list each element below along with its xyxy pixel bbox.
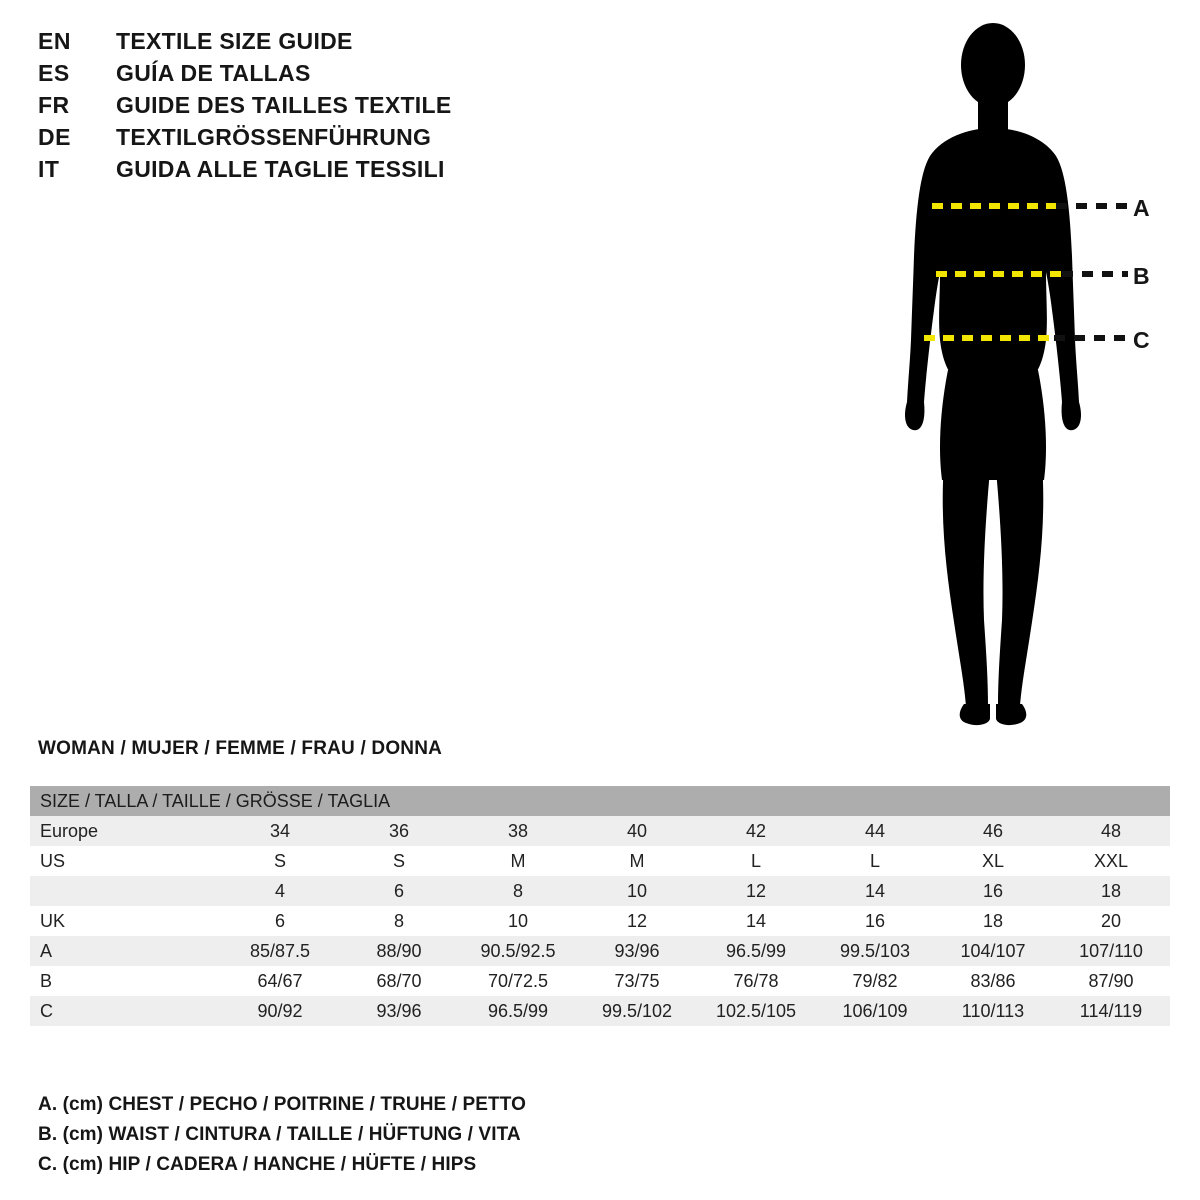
cell-a-1: 88/90 [340,936,458,966]
cell-uk-7: 20 [1052,906,1170,936]
title-row-fr [38,92,658,124]
row-label-c: C [30,996,220,1026]
cell-usnum-2: 8 [458,876,578,906]
cell-c-5: 106/109 [816,996,934,1026]
cell-usnum-6: 16 [934,876,1052,906]
title-block [38,28,658,188]
cell-c-3: 99.5/102 [578,996,696,1026]
cell-b-0: 64/67 [220,966,340,996]
cell-b-3: 73/75 [578,966,696,996]
cell-b-2: 70/72.5 [458,966,578,996]
cell-b-7: 87/90 [1052,966,1170,996]
cell-usnum-1: 6 [340,876,458,906]
cell-us-5: L [816,846,934,876]
cell-c-1: 93/96 [340,996,458,1026]
title-text-fr: GUIDE DES TAILLES TEXTILE [116,92,452,118]
title-row-it [38,156,658,188]
row-label-uk: UK [30,906,220,936]
table-row [30,936,1170,966]
footnote-a: A. (cm) CHEST / PECHO / POITRINE / TRUHE / PETTO [38,1094,526,1115]
title-lang-es: ES [38,60,70,86]
footnote-b: B. (cm) WAIST / CINTURA / TAILLE / HÜFTUNG / VITA [38,1124,521,1145]
measure-label-a: A [1133,195,1150,221]
title-text-de: TEXTILGRÖSSENFÜHRUNG [116,124,432,150]
cell-usnum-0: 4 [220,876,340,906]
cell-usnum-3: 10 [578,876,696,906]
table-header-label: SIZE / TALLA / TAILLE / GRÖSSE / TAGLIA [30,786,1170,816]
table-row [30,996,1170,1026]
cell-uk-4: 14 [696,906,816,936]
cell-us-2: M [458,846,578,876]
footnote-c: C. (cm) HIP / CADERA / HANCHE / HÜFTE / HIPS [38,1154,477,1175]
section-heading-woman: WOMAN / MUJER / FEMME / FRAU / DONNA [38,738,443,759]
cell-a-2: 90.5/92.5 [458,936,578,966]
cell-c-4: 102.5/105 [696,996,816,1026]
cell-usnum-5: 14 [816,876,934,906]
measure-label-b: B [1133,263,1150,289]
cell-b-6: 83/86 [934,966,1052,996]
title-row-de [38,124,658,156]
title-text-it: GUIDA ALLE TAGLIE TESSILI [116,156,445,182]
female-silhouette-icon [860,10,1190,750]
size-table [30,786,1170,1026]
cell-us-7: XXL [1052,846,1170,876]
table-row [30,876,1170,906]
title-lang-fr: FR [38,92,70,118]
cell-europe-0: 34 [220,816,340,846]
cell-europe-5: 44 [816,816,934,846]
cell-uk-3: 12 [578,906,696,936]
cell-us-3: M [578,846,696,876]
table-header-row [30,786,1170,816]
table-row [30,966,1170,996]
cell-usnum-7: 18 [1052,876,1170,906]
cell-us-6: XL [934,846,1052,876]
cell-uk-1: 8 [340,906,458,936]
table-row [30,906,1170,936]
title-text-en: TEXTILE SIZE GUIDE [116,28,353,54]
cell-us-0: S [220,846,340,876]
title-row-es [38,60,658,92]
cell-a-3: 93/96 [578,936,696,966]
cell-usnum-4: 12 [696,876,816,906]
cell-uk-2: 10 [458,906,578,936]
cell-europe-2: 38 [458,816,578,846]
row-label-us-numeric [30,876,220,906]
row-label-europe: Europe [30,816,220,846]
cell-europe-4: 42 [696,816,816,846]
cell-c-6: 110/113 [934,996,1052,1026]
cell-b-5: 79/82 [816,966,934,996]
cell-europe-6: 46 [934,816,1052,846]
title-row-en [38,28,658,60]
row-label-a: A [30,936,220,966]
cell-a-6: 104/107 [934,936,1052,966]
cell-b-1: 68/70 [340,966,458,996]
table-row [30,816,1170,846]
row-label-b: B [30,966,220,996]
cell-a-7: 107/110 [1052,936,1170,966]
cell-europe-7: 48 [1052,816,1170,846]
cell-a-4: 96.5/99 [696,936,816,966]
cell-uk-5: 16 [816,906,934,936]
title-lang-de: DE [38,124,71,150]
row-label-us: US [30,846,220,876]
cell-a-5: 99.5/103 [816,936,934,966]
cell-us-4: L [696,846,816,876]
cell-c-2: 96.5/99 [458,996,578,1026]
cell-c-7: 114/119 [1052,996,1170,1026]
title-lang-en: EN [38,28,71,54]
table-row [30,846,1170,876]
measure-label-c: C [1133,327,1150,353]
cell-europe-1: 36 [340,816,458,846]
cell-uk-6: 18 [934,906,1052,936]
cell-uk-0: 6 [220,906,340,936]
cell-a-0: 85/87.5 [220,936,340,966]
title-text-es: GUÍA DE TALLAS [116,60,311,86]
cell-b-4: 76/78 [696,966,816,996]
body-measurement-figure [860,10,1190,750]
cell-us-1: S [340,846,458,876]
cell-c-0: 90/92 [220,996,340,1026]
footnotes [38,1090,738,1180]
title-lang-it: IT [38,156,60,182]
cell-europe-3: 40 [578,816,696,846]
